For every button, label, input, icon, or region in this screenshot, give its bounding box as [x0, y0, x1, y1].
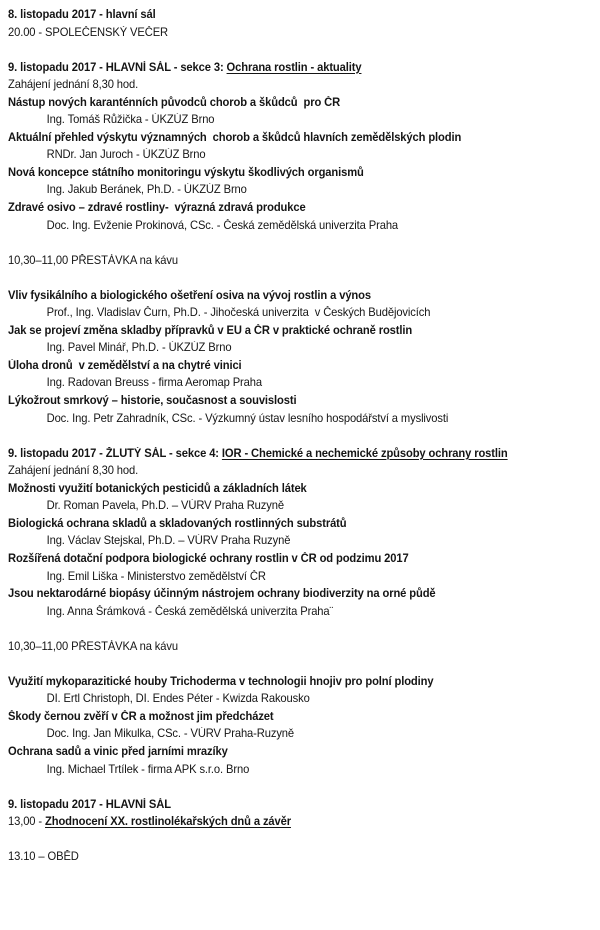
program-line: RNDr. Jan Juroch - ÚKZÚZ Brno [46, 148, 206, 162]
block-break-2 [8, 638, 596, 656]
block-separator [8, 269, 596, 287]
program-line: 20.00 - SPOLEČENSKÝ VEČER [8, 25, 169, 39]
program-line: Ing. Anna Šrámková - Česká zemědělská univerzita Praha¨ [46, 604, 334, 618]
program-line: Zahájení jednání 8,30 hod. [8, 78, 139, 92]
line-prefix: 9. listopadu 2017 - HLAVNÍ SÁL - sekce 3: [8, 60, 227, 74]
program-line: 13.10 – OBĚD [8, 850, 79, 864]
block-nov9-main-hall-section3 [8, 59, 596, 234]
line-underlined-title: IOR - Chemické a nechemické způsoby ochrany rostlin [221, 446, 508, 460]
program-line: Lýkožrout smrkový – historie, současnost a souvislosti [8, 394, 297, 408]
program-line: Rozšířená dotační podpora biologické ochrany rostlin v ČR od podzimu 2017 [8, 551, 409, 565]
program-line: 8. listopadu 2017 - hlavní sál [8, 8, 156, 21]
program-line: Zahájení jednání 8,30 hod. [8, 464, 139, 478]
line-prefix: 9. listopadu 2017 - ŽLUTÝ SÁL - sekce 4: [8, 446, 222, 460]
block-separator [8, 778, 596, 796]
program-document [8, 6, 596, 866]
program-line: Ing. Tomáš Růžička - ÚKZÚZ Brno [46, 113, 215, 127]
program-line: Doc. Ing. Petr Zahradník, CSc. - Výzkumný ústav lesního hospodářství a myslivosti [46, 411, 449, 425]
program-line: Nástup nových karanténních původců chorob a škůdců pro ČR [8, 95, 341, 109]
program-line: 9. listopadu 2017 - HLAVNÍ SÁL [8, 797, 171, 811]
program-line: Nová koncepce státního monitoringu výskytu škodlivých organismů [8, 165, 364, 179]
program-line: Biologická ochrana skladů a skladovaných rostlinných substrátů [8, 516, 347, 530]
block-nov9-yellow-hall-section4 [8, 445, 596, 620]
program-line: Využití mykoparazitické houby Trichoderma v technologii hnojiv pro polní plodiny [8, 674, 434, 688]
program-line: 10,30–11,00 PŘESTÁVKA na kávu [8, 639, 178, 653]
block-separator [8, 831, 596, 849]
program-line: Vliv fysikálního a biologického ošetření osiva na vývoj rostlin a výnos [8, 288, 371, 302]
block-nov8-main-hall [8, 6, 596, 41]
program-line: Ochrana sadů a vinic před jarními mrazíky [8, 744, 228, 758]
program-line: Jak se projeví změna skladby přípravků v EU a ČR v praktické ochraně rostlin [8, 323, 413, 337]
program-line: Doc. Ing. Evženie Prokinová, CSc. - Česká zemědělská univerzita Praha [46, 218, 399, 232]
program-line: Prof., Ing. Vladislav Čurn, Ph.D. - Jihočeská univerzita v Českých Budějovicích [46, 306, 431, 320]
block-nov9-yellow-hall-after-break [8, 673, 596, 778]
program-line: Ing. Radovan Breuss - firma Aeromap Praha [46, 376, 262, 390]
program-line: Ing. Pavel Minář, Ph.D. - ÚKZÚZ Brno [46, 341, 232, 355]
block-separator [8, 41, 596, 59]
block-nov9-main-hall-after-break [8, 287, 596, 427]
program-line: Možnosti využití botanických pesticidů a základních látek [8, 481, 307, 495]
line-underlined-title: Ochrana rostlin - aktuality [226, 60, 362, 74]
block-separator [8, 620, 596, 638]
program-line: Úloha dronů v zemědělství a na chytré vinici [8, 358, 242, 372]
program-line: Škody černou zvěří v ČR a možnost jim předcházet [8, 709, 274, 723]
program-line: Ing. Jakub Beránek, Ph.D. - ÚKZÚZ Brno [46, 183, 247, 197]
program-line [8, 445, 575, 463]
program-line: Doc. Ing. Jan Mikulka, CSc. - VÚRV Praha-Ruzyně [46, 727, 295, 741]
line-underlined-title: Zhodnocení XX. rostlinolékařských dnů a závěr [45, 815, 291, 829]
block-nov9-closing [8, 796, 596, 831]
program-line: Zdravé osivo – zdravé rostliny- výrazná zdravá produkce [8, 201, 306, 215]
program-line: Ing. Michael Trtílek - firma APK s.r.o. Brno [46, 762, 250, 776]
program-line: 10,30–11,00 PŘESTÁVKA na kávu [8, 253, 178, 267]
program-line: DI. Ertl Christoph, DI. Endes Péter - Kwizda Rakousko [46, 692, 310, 706]
program-line [8, 59, 575, 77]
program-line: Jsou nektarodárné biopásy účinným nástrojem ochrany biodiverzity na orné půdě [8, 587, 436, 601]
block-separator [8, 234, 596, 252]
program-line: Ing. Emil Liška - Ministerstvo zemědělství ČR [46, 569, 266, 583]
program-line [8, 813, 575, 831]
block-separator [8, 655, 596, 673]
program-line: Ing. Václav Stejskal, Ph.D. – VÚRV Praha Ruzyně [46, 534, 291, 548]
block-break-1 [8, 252, 596, 270]
block-separator [8, 427, 596, 445]
program-line: Aktuální přehled výskytu významných chorob a škůdců hlavních zemědělských plodin [8, 130, 462, 144]
block-lunch [8, 848, 596, 866]
line-prefix: 13,00 - [8, 815, 46, 829]
program-line: Dr. Roman Pavela, Ph.D. – VÚRV Praha Ruzyně [46, 499, 284, 513]
